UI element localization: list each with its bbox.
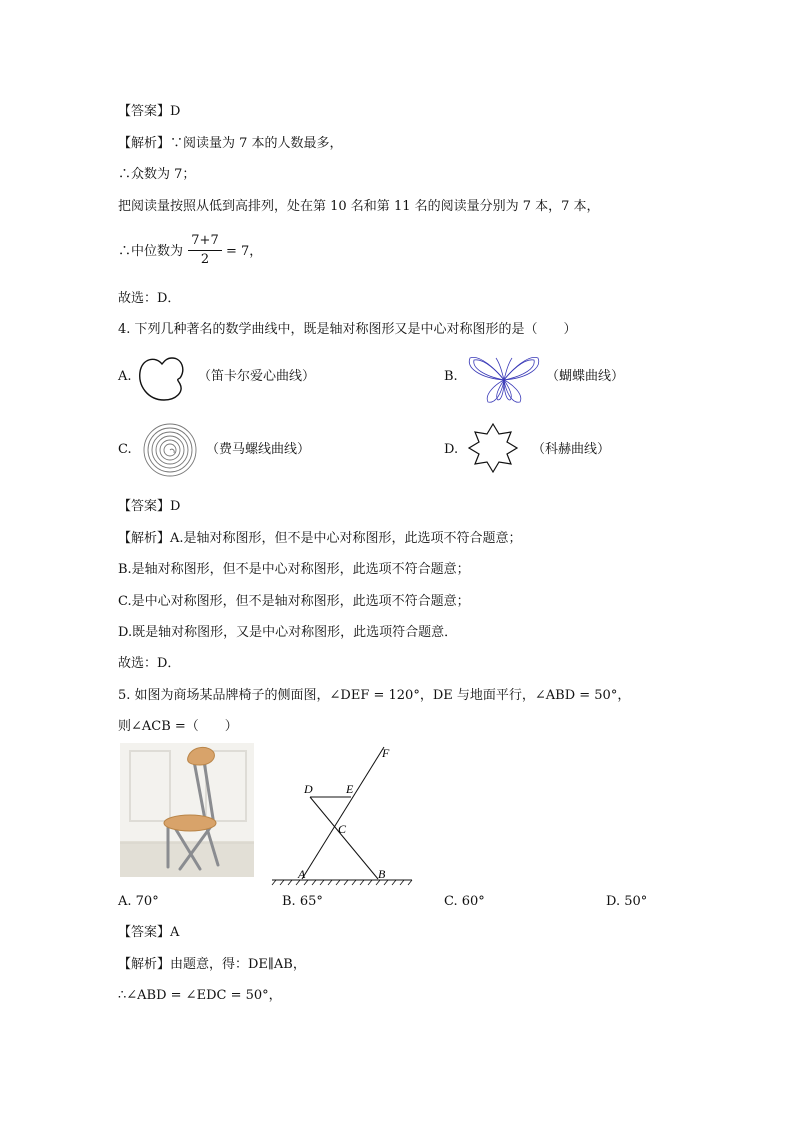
q4-option-c-key: C. (118, 442, 132, 457)
q5-analysis-line-1: 【解析】由题意，得：DE∥AB， (118, 957, 306, 972)
fermat-spiral-icon (142, 422, 198, 478)
median-suffix: = 7， (226, 244, 263, 259)
q5-answer: 【答案】A (118, 925, 180, 940)
cardioid-icon (136, 350, 192, 406)
q4-analysis-line-3: C.是中心对称图形，但不是轴对称图形，此选项不符合题意； (118, 594, 470, 609)
q4-answer: 【答案】D (118, 499, 181, 514)
median-prefix: ∴中位数为 (118, 244, 184, 259)
q5-option-a: A. 70° (118, 894, 159, 909)
q4-option-a-caption: （笛卡尔爱心曲线） (198, 369, 316, 384)
q4-option-d-key: D. (444, 442, 459, 457)
q4-option-b-caption: （蝴蝶曲线） (546, 369, 625, 384)
q4-option-a-key: A. (118, 369, 132, 384)
label-b: B (378, 867, 386, 881)
q5-option-d: D. 50° (606, 894, 648, 909)
q4-analysis-line-2: B.是轴对称图形，但不是中心对称图形，此选项不符合题意； (118, 562, 470, 577)
q5-option-b: B. 65° (282, 894, 323, 909)
q4-analysis-line-4: D.既是轴对称图形，又是中心对称图形，此选项符合题意． (118, 625, 458, 640)
label-f: F (382, 746, 390, 760)
median-fraction (188, 233, 222, 269)
label-c: C (338, 822, 347, 836)
q4-choice: 故选：D． (118, 656, 181, 671)
label-e: E (346, 782, 354, 796)
q4-stem: 4. 下列几种著名的数学曲线中，既是轴对称图形又是中心对称图形的是（ ） (118, 322, 577, 337)
q5-option-c: C. 60° (444, 894, 485, 909)
butterfly-curve-icon (466, 350, 542, 406)
q4-option-b-key: B. (444, 369, 458, 384)
chair-photo (120, 743, 254, 877)
q4-analysis-line-1: 【解析】A.是轴对称图形，但不是中心对称图形，此选项不符合题意； (118, 531, 522, 546)
prev-analysis-line-2: ∴众数为 7； (118, 167, 196, 182)
label-d: D (304, 782, 313, 796)
fraction-denominator: 2 (200, 252, 210, 267)
q4-option-c-caption: （费马螺线曲线） (206, 442, 311, 457)
prev-choice: 故选：D． (118, 291, 181, 306)
prev-answer: 【答案】D (118, 104, 181, 119)
label-a: A (298, 867, 306, 881)
koch-snowflake-icon (458, 416, 528, 480)
prev-analysis-line-1: 【解析】∵阅读量为 7 本的人数最多， (118, 136, 343, 151)
fraction-numerator: 7+7 (188, 233, 222, 251)
q5-stem-line-2: 则∠ACB =（ ） (118, 719, 238, 734)
q5-stem-line-1: 5. 如图为商场某品牌椅子的侧面图，∠DEF = 120°，DE 与地面平行，∠ABD = 50°， (118, 688, 631, 703)
q4-option-d-caption: （科赫曲线） (532, 442, 611, 457)
q5-analysis-line-2: ∴∠ABD = ∠EDC = 50°， (118, 988, 282, 1003)
chair-geometry-diagram (270, 743, 420, 885)
prev-analysis-line-3: 把阅读量按照从低到高排列，处在第 10 名和第 11 名的阅读量分别为 7 本，7 本， (118, 199, 600, 214)
